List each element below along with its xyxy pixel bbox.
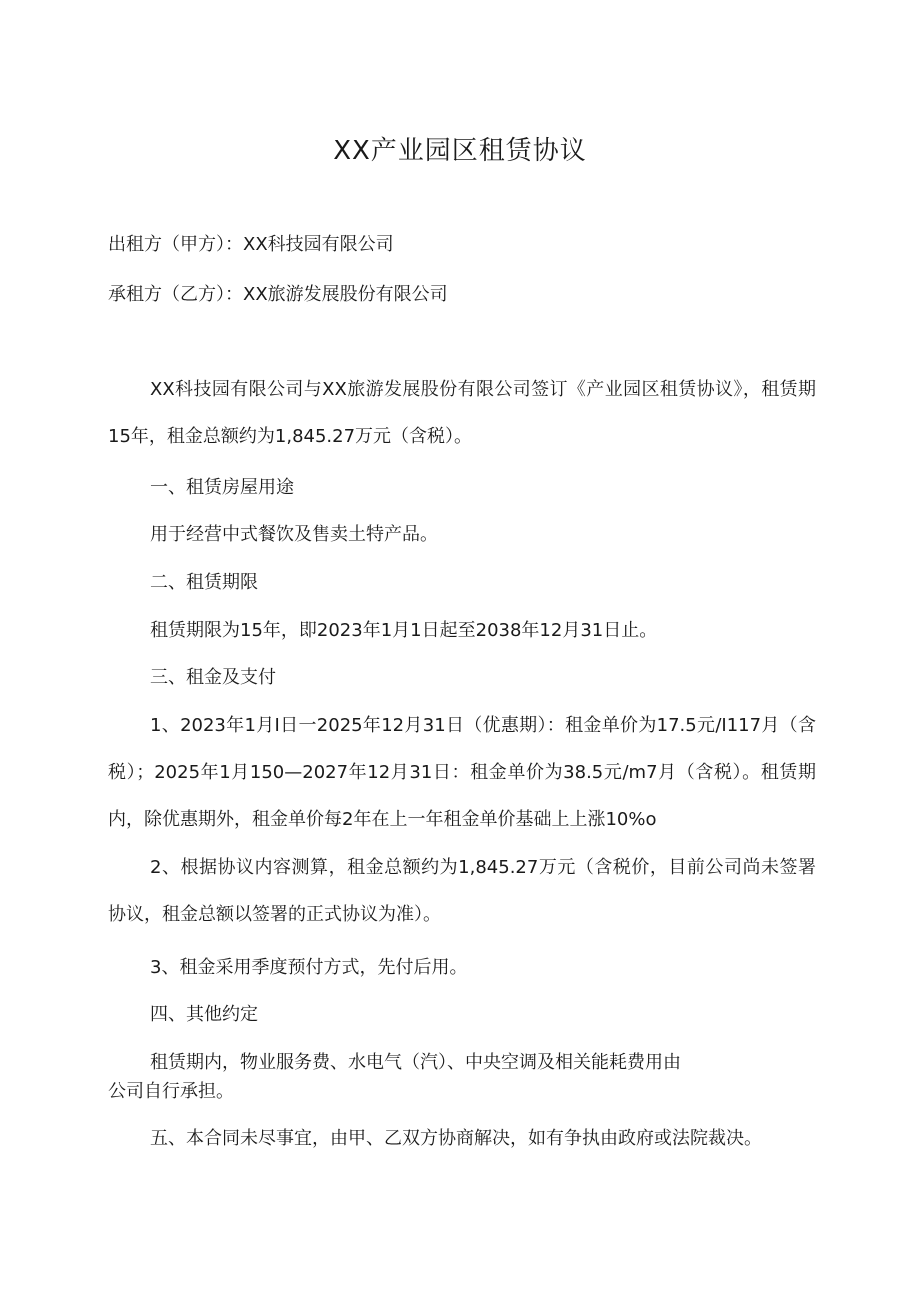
section1-body: 用于经营中式餐饮及售卖土特产品。 (150, 524, 438, 545)
section4-line1: 租赁期内，物业服务费、水电气（汽）、中央空调及相关能耗费用由 (150, 1052, 681, 1073)
document-title: XX产业园区租赁协议 (333, 136, 587, 166)
section4-line2: 公司自行承担。 (108, 1081, 234, 1102)
section2-body: 租赁期限为15年，即2023年1月1日起至2038年12月31日止。 (150, 620, 658, 641)
section3-heading: 三、租金及支付 (150, 667, 276, 688)
section3-item1: 1、2023年1月I日一2025年12月31日（优惠期）：租金单价为17.5元/I117月（含税）；2025年1月150—2027年12月31日：租金单价为38.5元/m7月（含税）。租赁期内，除优惠期外，租金单价每2年在上一年租金单价基础上上涨10%o (108, 715, 816, 830)
intro-paragraph: XX科技园有限公司与XX旅游发展股份有限公司签订《产业园区租赁协议》，租赁期15年，租金总额约为1,845.27万元（含税）。 (108, 379, 816, 447)
lessee-line: 承租方（乙方）：XX旅游发展股份有限公司 (108, 284, 448, 305)
section5-paragraph: 五、本合同未尽事宜，由甲、乙双方协商解决，如有争执由政府或法院裁决。 (150, 1128, 762, 1149)
section4-heading: 四、其他约定 (150, 1004, 258, 1025)
section3-item2: 2、根据协议内容测算，租金总额约为1,845.27万元（含税价，目前公司尚未签署协议，租金总额以签署的正式协议为准）。 (108, 857, 816, 925)
section1-heading: 一、租赁房屋用途 (150, 477, 294, 498)
section3-item3: 3、租金采用季度预付方式，先付后用。 (150, 957, 468, 978)
lessor-line: 出租方（甲方）：XX科技园有限公司 (108, 234, 394, 255)
section2-heading: 二、租赁期限 (150, 572, 258, 593)
